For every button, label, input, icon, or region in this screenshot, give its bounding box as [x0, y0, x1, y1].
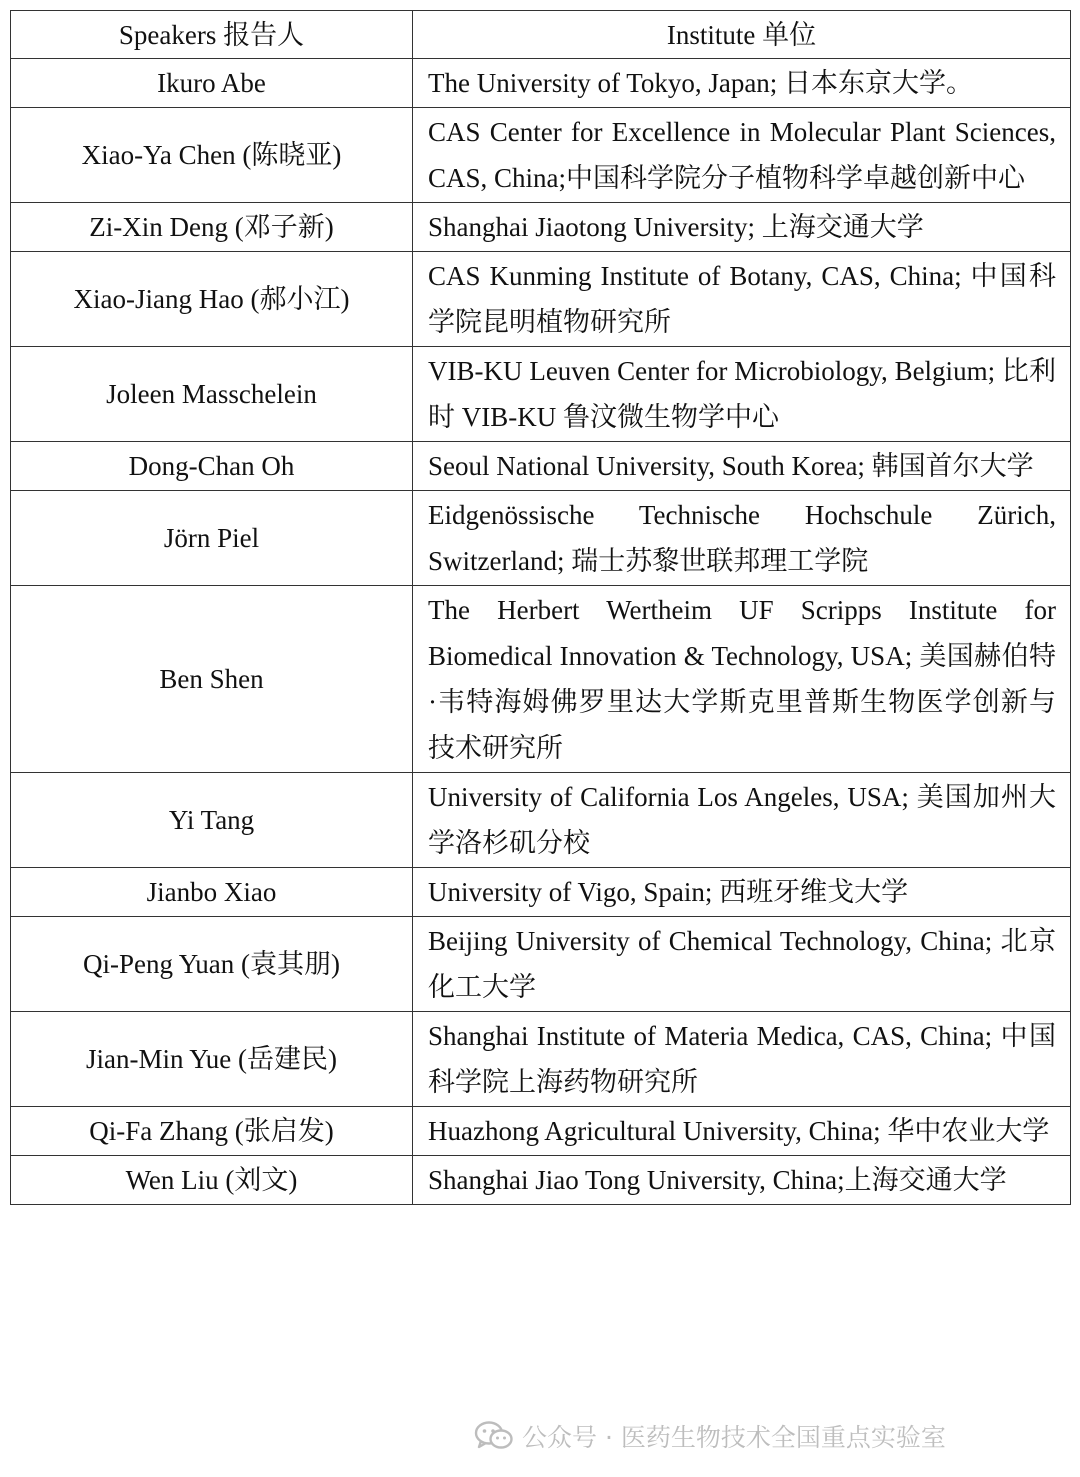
watermark-text: 公众号 · 医药生物技术全国重点实验室	[522, 1423, 946, 1452]
institute-cell: The Herbert Wertheim UF Scripps Institute for Biomedical Innovation & Technology, USA; 美国赫伯特·韦特海姆佛罗里达大学斯克里普斯生物医学创新与技术研究所	[413, 586, 1071, 773]
speaker-cell: Jian-Min Yue (岳建民)	[11, 1012, 413, 1107]
institute-cell: CAS Center for Excellence in Molecular Plant Sciences, CAS, China;中国科学院分子植物科学卓越创新中心	[413, 108, 1071, 203]
table-row	[11, 1012, 1071, 1107]
speaker-cell: Qi-Fa Zhang (张启发)	[11, 1107, 413, 1156]
table-row	[11, 868, 1071, 917]
speaker-cell: Yi Tang	[11, 773, 413, 868]
institute-column-header: Institute 单位	[413, 11, 1071, 59]
table-row	[11, 252, 1071, 347]
speaker-cell: Wen Liu (刘文)	[11, 1156, 413, 1205]
wechat-icon	[474, 1420, 514, 1452]
speaker-cell: Ikuro Abe	[11, 59, 413, 108]
table-row	[11, 347, 1071, 442]
table-row	[11, 203, 1071, 252]
institute-cell: University of California Los Angeles, USA; 美国加州大学洛杉矶分校	[413, 773, 1071, 868]
table-row	[11, 1156, 1071, 1205]
speaker-cell: Xiao-Ya Chen (陈晓亚)	[11, 108, 413, 203]
institute-cell: CAS Kunming Institute of Botany, CAS, China; 中国科学院昆明植物研究所	[413, 252, 1071, 347]
speaker-cell: Xiao-Jiang Hao (郝小江)	[11, 252, 413, 347]
institute-cell: VIB-KU Leuven Center for Microbiology, Belgium; 比利时 VIB-KU 鲁汶微生物学中心	[413, 347, 1071, 442]
institute-cell: Shanghai Jiao Tong University, China;上海交通大学	[413, 1156, 1071, 1205]
wechat-watermark	[474, 1416, 946, 1456]
institute-cell: Shanghai Institute of Materia Medica, CAS, China; 中国科学院上海药物研究所	[413, 1012, 1071, 1107]
table-body	[11, 59, 1071, 1205]
speaker-cell: Ben Shen	[11, 586, 413, 773]
speaker-cell: Jörn Piel	[11, 491, 413, 586]
speaker-cell: Dong-Chan Oh	[11, 442, 413, 491]
table-row	[11, 442, 1071, 491]
institute-cell: Seoul National University, South Korea; 韩国首尔大学	[413, 442, 1071, 491]
institute-cell: Huazhong Agricultural University, China; 华中农业大学	[413, 1107, 1071, 1156]
institute-cell: University of Vigo, Spain; 西班牙维戈大学	[413, 868, 1071, 917]
speaker-cell: Joleen Masschelein	[11, 347, 413, 442]
table-row	[11, 491, 1071, 586]
speaker-cell: Zi-Xin Deng (邓子新)	[11, 203, 413, 252]
institute-cell: Eidgenössische Technische Hochschule Zürich, Switzerland; 瑞士苏黎世联邦理工学院	[413, 491, 1071, 586]
institute-cell: Beijing University of Chemical Technology, China; 北京化工大学	[413, 917, 1071, 1012]
table-row	[11, 59, 1071, 108]
speaker-cell: Qi-Peng Yuan (袁其朋)	[11, 917, 413, 1012]
speakers-table	[10, 10, 1071, 1205]
table-row	[11, 773, 1071, 868]
table-row	[11, 917, 1071, 1012]
table-header-row	[11, 11, 1071, 59]
table-row	[11, 586, 1071, 773]
table-row	[11, 1107, 1071, 1156]
table-row	[11, 108, 1071, 203]
institute-cell: The University of Tokyo, Japan; 日本东京大学。	[413, 59, 1071, 108]
speakers-column-header: Speakers 报告人	[11, 11, 413, 59]
institute-cell: Shanghai Jiaotong University; 上海交通大学	[413, 203, 1071, 252]
speaker-cell: Jianbo Xiao	[11, 868, 413, 917]
